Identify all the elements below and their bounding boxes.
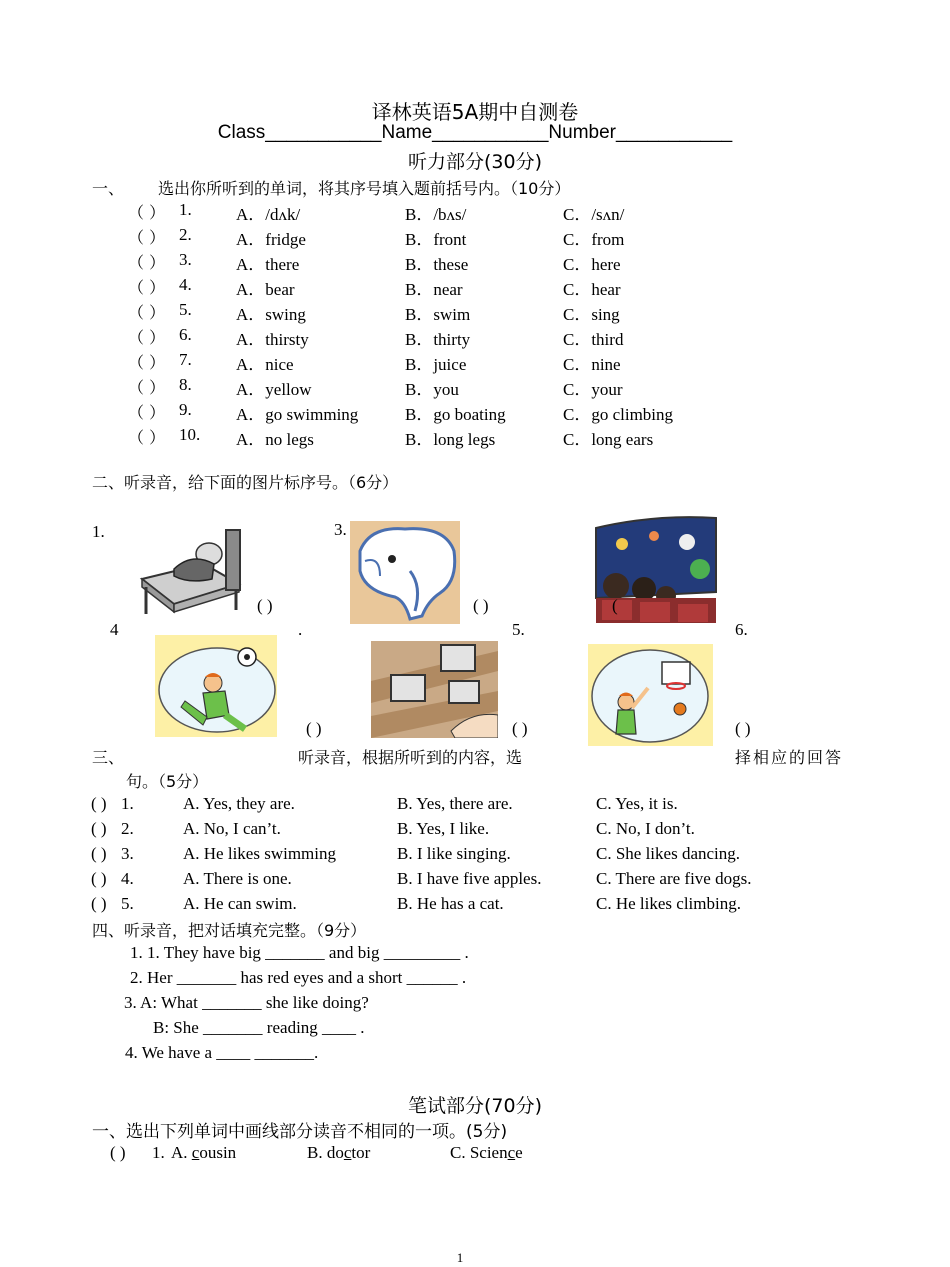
option-c: C. There are five dogs. — [596, 869, 752, 888]
part1-item — [0, 225, 950, 250]
item-number: 6. — [179, 325, 192, 344]
playing-basketball-picture — [588, 644, 713, 746]
underlined-letter: c — [191, 1143, 200, 1162]
item-number: 3. — [121, 844, 134, 863]
option-a: A．no legs — [236, 430, 314, 449]
pic-answer-paren[interactable]: ( ) — [735, 719, 751, 738]
option-c: C. Yes, it is. — [596, 794, 678, 813]
item-number: 10. — [179, 425, 201, 444]
option-b: B．swim — [405, 305, 471, 324]
option-b-rest: tor — [351, 1143, 371, 1162]
option-b: B．thirty — [405, 330, 471, 349]
pic-label-6: 6. — [735, 620, 748, 639]
answer-paren[interactable]: ( ) — [110, 1143, 126, 1162]
item-number: 4. — [179, 275, 192, 294]
option-c: C. She likes dancing. — [596, 844, 741, 863]
option-a: A. No, I can’t. — [183, 819, 281, 838]
fill-blank-line[interactable]: 3. A: What _______ she like doing? — [124, 993, 369, 1012]
written-q1-instruction: 一、选出下列单词中画线部分读音不相同的一项。(5分) — [92, 1122, 508, 1142]
option-c: C. No, I don’t. — [596, 819, 695, 838]
part1-item — [0, 300, 950, 325]
item-number: 1. — [121, 794, 134, 813]
item-number: 7. — [179, 350, 192, 369]
pic-label-1: 1. — [92, 522, 105, 541]
answer-paren[interactable]: ( ) — [91, 894, 107, 913]
sleeping-in-bed-picture — [134, 524, 244, 616]
answer-paren[interactable]: （ ） — [128, 228, 166, 247]
part1-item — [0, 425, 950, 450]
option-a: A. There is one. — [183, 869, 292, 888]
item-number: 9. — [179, 400, 192, 419]
item-number: 4. — [121, 869, 134, 888]
option-b: B．long legs — [405, 430, 496, 449]
option-a — [171, 1143, 236, 1163]
option-c: C．third — [563, 330, 624, 349]
answer-paren[interactable]: （ ） — [128, 403, 166, 422]
option-a-rest: ousin — [199, 1143, 237, 1162]
playing-football-picture — [155, 635, 277, 737]
answer-paren[interactable]: （ ） — [128, 253, 166, 272]
part3-number: 三、 — [92, 748, 125, 767]
option-c: C．go climbing — [563, 405, 674, 424]
underlined-letter: c — [507, 1143, 516, 1162]
option-c-prefix: C. Scien — [450, 1143, 508, 1162]
part2-instruction: 二、听录音，给下面的图片标序号。（6分） — [92, 473, 399, 492]
option-b: B. He has a cat. — [397, 894, 504, 913]
pic-label-4: 4 — [110, 620, 119, 639]
option-b — [307, 1143, 370, 1163]
part1-item — [0, 400, 950, 425]
part3-item — [0, 894, 950, 919]
part1-item — [0, 250, 950, 275]
answer-paren[interactable]: （ ） — [128, 428, 166, 447]
computer-room-picture — [371, 641, 498, 738]
option-c: C．nine — [563, 355, 621, 374]
option-a: A. He likes swimming — [183, 844, 336, 863]
option-b: B．front — [405, 230, 467, 249]
pic-label-3: 3. — [334, 520, 347, 539]
fill-blank-line[interactable]: 1. 1. They have big _______ and big _________ . — [130, 943, 469, 962]
part3-item — [0, 844, 950, 869]
pic-answer-paren[interactable]: ( ) — [306, 719, 322, 738]
pic-label-dot: . — [298, 620, 303, 639]
option-c: C．long ears — [563, 430, 654, 449]
part3-instruction-cont: 择相应的回答 — [735, 748, 844, 767]
option-c: C．here — [563, 255, 621, 274]
item-number: 1. — [152, 1143, 165, 1162]
written-section-title: 笔试部分(70分) — [407, 1095, 542, 1117]
answer-paren[interactable]: ( ) — [91, 869, 107, 888]
option-a: A．thirsty — [236, 330, 309, 349]
option-a: A．/dʌk/ — [236, 205, 301, 224]
part3-instruction-end: 句。（5分） — [126, 772, 209, 791]
option-b: B．you — [405, 380, 459, 399]
part1-item — [0, 325, 950, 350]
part3-item — [0, 869, 950, 894]
part1-number: 一、 — [92, 179, 125, 198]
item-number: 3. — [179, 250, 192, 269]
option-c: C．hear — [563, 280, 621, 299]
answer-paren[interactable]: （ ） — [128, 278, 166, 297]
elephant-picture — [350, 521, 460, 624]
class-name-number-line: Class___________Name___________Number___________ — [217, 122, 733, 143]
option-b: B. I have five apples. — [397, 869, 542, 888]
part1-item — [0, 200, 950, 225]
item-number: 2. — [179, 225, 192, 244]
option-a: A．go swimming — [236, 405, 359, 424]
answer-paren[interactable]: （ ） — [128, 303, 166, 322]
option-a-prefix: A. — [171, 1143, 192, 1162]
option-c — [450, 1143, 523, 1163]
option-a: A．yellow — [236, 380, 312, 399]
item-number: 5. — [121, 894, 134, 913]
option-b: B．juice — [405, 355, 467, 374]
fill-blank-line[interactable]: 2. Her _______ has red eyes and a short ______ . — [130, 968, 467, 987]
option-a: A．swing — [236, 305, 306, 324]
part3-item — [0, 794, 950, 819]
option-c-rest: e — [515, 1143, 523, 1162]
answer-paren[interactable]: ( ) — [91, 819, 107, 838]
pic-label-5: 5. — [512, 620, 525, 639]
written-q1-item — [0, 1143, 950, 1168]
fill-blank-line[interactable]: 4. We have a ____ _______. — [125, 1043, 319, 1062]
option-c: C．sing — [563, 305, 620, 324]
pic-answer-paren[interactable]: ( ) — [257, 596, 273, 615]
part3-item — [0, 819, 950, 844]
option-c: C．your — [563, 380, 623, 399]
option-b: B．go boating — [405, 405, 506, 424]
item-number: 8. — [179, 375, 192, 394]
option-a: A．there — [236, 255, 300, 274]
item-number: 5. — [179, 300, 192, 319]
answer-paren[interactable]: （ ） — [128, 353, 166, 372]
answer-paren[interactable]: （ ） — [128, 378, 166, 397]
option-b: B. Yes, there are. — [397, 794, 513, 813]
pic-answer-paren[interactable]: ( — [612, 596, 618, 615]
pic-answer-paren[interactable]: ( ) — [473, 596, 489, 615]
option-b: B. I like singing. — [397, 844, 511, 863]
underlined-letter: c — [343, 1143, 352, 1162]
part1-item — [0, 275, 950, 300]
option-c: C．/sʌn/ — [563, 205, 625, 224]
page-title: 译林英语5A期中自测卷 — [371, 100, 579, 124]
answer-paren[interactable]: （ ） — [128, 328, 166, 347]
option-b-prefix: B. do — [307, 1143, 344, 1162]
option-a: A．fridge — [236, 230, 306, 249]
page-number: 1 — [456, 1250, 464, 1265]
part3-instruction: 听录音，根据所听到的内容，选 — [298, 748, 523, 767]
part1-instruction: 选出你所听到的单词，将其序号填入题前括号内。（10分） — [158, 179, 571, 198]
answer-paren[interactable]: ( ) — [91, 844, 107, 863]
option-b: B．these — [405, 255, 469, 274]
option-a: A. Yes, they are. — [183, 794, 295, 813]
option-b: B. Yes, I like. — [397, 819, 490, 838]
part4-instruction: 四、听录音，把对话填充完整。（9分） — [92, 921, 367, 940]
option-b: B．/bʌs/ — [405, 205, 467, 224]
option-b: B．near — [405, 280, 463, 299]
answer-paren[interactable]: （ ） — [128, 203, 166, 222]
item-number: 2. — [121, 819, 134, 838]
part1-item — [0, 350, 950, 375]
option-a: A. He can swim. — [183, 894, 297, 913]
option-c: C. He likes climbing. — [596, 894, 741, 913]
option-c: C．from — [563, 230, 625, 249]
fill-blank-line[interactable]: B: She _______ reading ____ . — [153, 1018, 365, 1037]
option-a: A．bear — [236, 280, 295, 299]
item-number: 1. — [179, 200, 192, 219]
listening-section-title: 听力部分(30分) — [407, 151, 542, 173]
pic-answer-paren[interactable]: ( ) — [512, 719, 528, 738]
option-a: A．nice — [236, 355, 294, 374]
part1-item — [0, 375, 950, 400]
answer-paren[interactable]: ( ) — [91, 794, 107, 813]
